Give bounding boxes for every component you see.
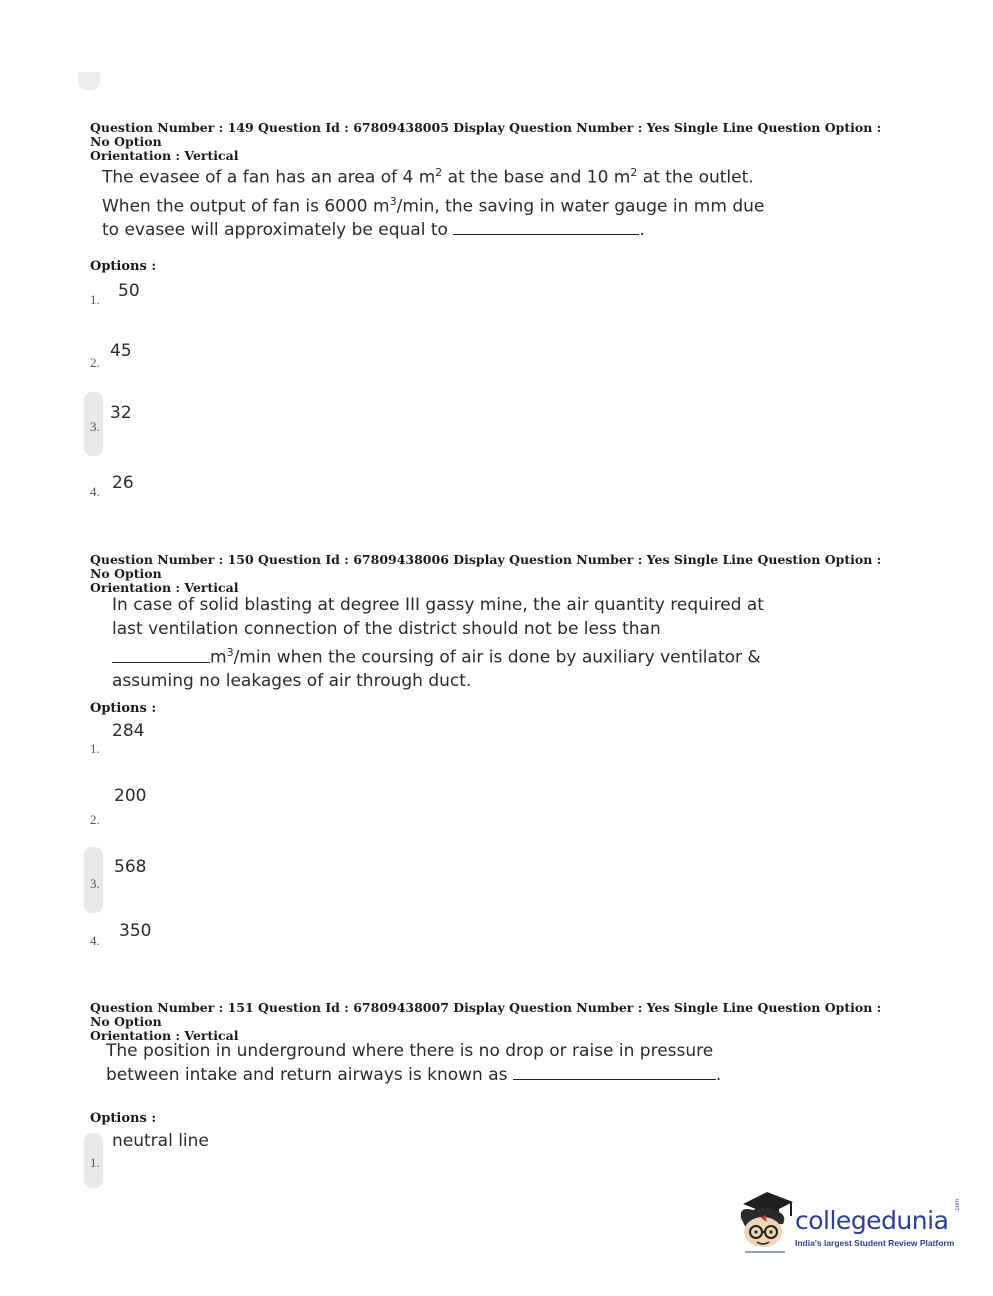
option-number: 4. [90,933,100,948]
superscript: 2 [435,166,443,179]
text-fragment: to evasee will approximately be equal to [102,220,454,241]
text-fragment: The evasee of a fan has an area of 4 m [102,167,436,188]
question-151-text [106,1040,786,1087]
options-label: Options : [90,259,157,274]
page-tab-stub [78,72,100,90]
question-151-meta [90,1001,890,1043]
text-fragment: . [715,1064,722,1085]
text-line: The position in underground where there is no drop or raise in pressure [106,1041,714,1061]
logo-wordmark: collegedunia [795,1206,949,1235]
superscript: 2 [630,166,638,179]
text-line: In case of solid blasting at degree III gassy mine, the air quantity required at [112,595,764,615]
collegedunia-logo [735,1188,965,1258]
text-fragment: /min, the saving in water gauge in mm due [396,196,765,217]
option-number: 4. [90,484,100,499]
answer-blank [453,220,639,235]
meta-line: Question Number : 151 Question Id : 67809438007 Display Question Number : Yes Single Line Question Option : No Option [90,1000,882,1029]
option-number: 3. [90,876,100,891]
text-fragment: between intake and return airways is known as [106,1064,513,1085]
text-line: assuming no leakages of air through duct. [112,671,472,692]
meta-line: Orientation : Vertical [90,1028,239,1043]
options-label: Options : [90,1111,157,1126]
question-150-meta [90,553,890,595]
logo-tagline: India's largest Student Review Platform [795,1238,955,1248]
question-149-meta [90,121,890,163]
option-number: 1. [90,741,100,756]
option-text[interactable]: 45 [110,341,132,361]
meta-line: Question Number : 150 Question Id : 67809438006 Display Question Number : Yes Single Line Question Option : No Option [90,552,882,581]
text-fragment: /min when the coursing of air is done by auxiliary ventilator & [233,647,761,668]
option-text[interactable]: 50 [118,281,140,301]
question-150-text [112,594,806,694]
superscript: 3 [389,195,397,209]
text-line [112,641,806,670]
option-text[interactable]: 350 [119,921,152,941]
option-text[interactable]: 26 [112,473,134,493]
text-fragment: at the outlet. [637,167,754,188]
option-text[interactable]: neutral line [112,1131,209,1151]
text-line: last ventilation connection of the district should not be less than [112,618,661,639]
logo-suffix: .com [955,1198,961,1212]
option-text[interactable]: 32 [110,403,132,423]
meta-line: Orientation : Vertical [90,148,239,163]
answer-blank [513,1065,716,1080]
text-fragment: at the base and 10 m [442,167,631,188]
option-text[interactable]: 200 [114,786,147,806]
option-number: 1. [90,1155,100,1170]
option-number: 2. [90,355,100,370]
option-number: 3. [90,419,100,434]
mascot-icon [735,1188,795,1258]
options-label: Options : [90,701,157,716]
meta-line: Orientation : Vertical [90,580,239,595]
text-fragment: m [210,647,227,668]
option-number: 2. [90,812,100,827]
option-text[interactable]: 284 [112,721,145,741]
text-fragment: When the output of fan is 6000 m [102,196,390,217]
option-number: 1. [90,292,100,307]
meta-line: Question Number : 149 Question Id : 67809438005 Display Question Number : Yes Single Line Question Option : No Option [90,120,882,149]
question-149-text [102,161,822,243]
superscript: 3 [226,646,234,659]
text-fragment: . [639,220,645,241]
option-text[interactable]: 568 [114,857,147,877]
answer-blank [112,648,210,663]
